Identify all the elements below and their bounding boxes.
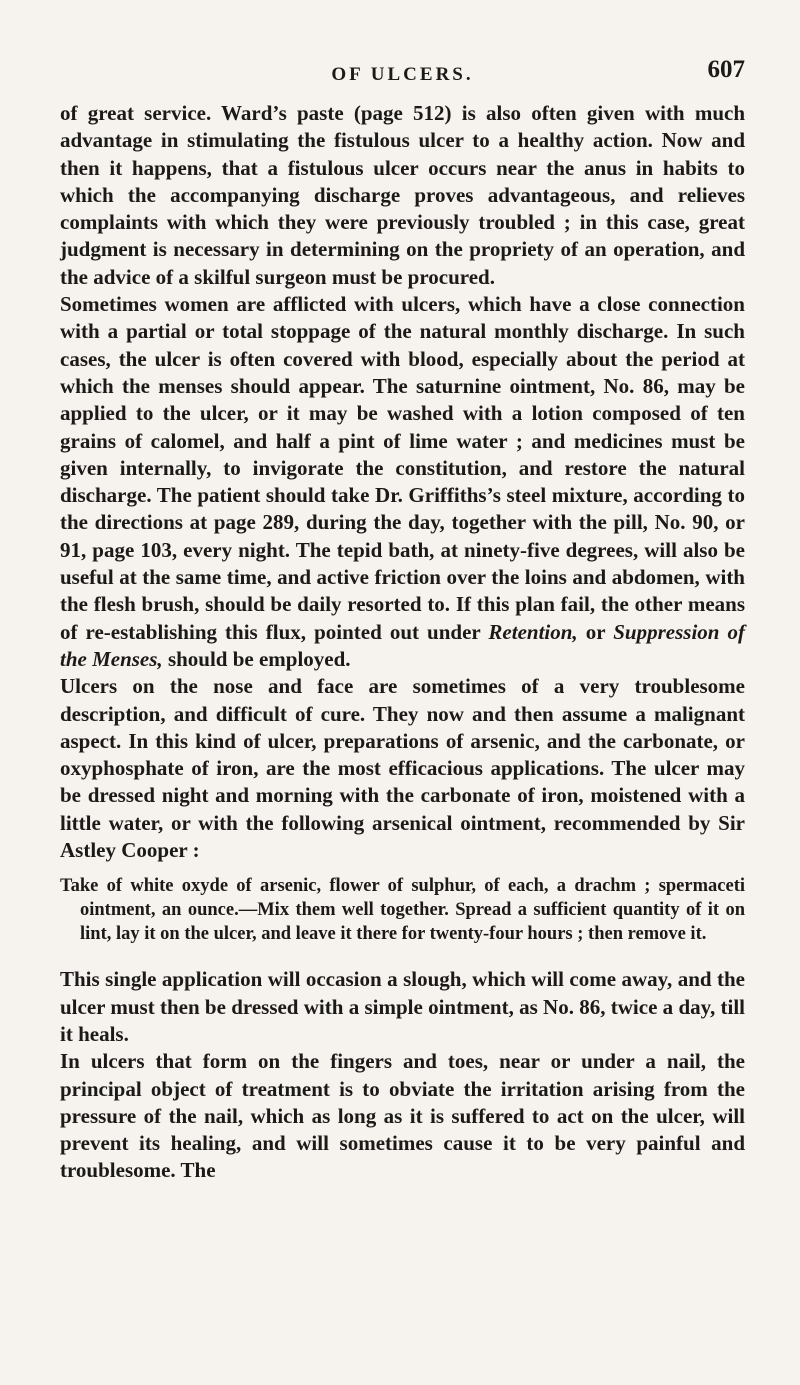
paragraph-face-ulcers: Ulcers on the nose and face are sometimes of a very troublesome description, and difficult of cure. They now and then assume a malignant aspect. In this kind of ulcer, preparations of arsenic, and the carbonate, or oxyphosphate of iron, are the most efficacious applications. The ulcer may be dressed night and morning with the carbonate of iron, moistened with a little water, or with the following arsenical ointment, recommended by Sir Astley Cooper : — [60, 674, 745, 863]
paragraph-text: or — [577, 619, 614, 644]
page-number: 607 — [707, 56, 745, 83]
paragraph-text: should be employed. — [162, 646, 351, 671]
recipe-text: Take of white oxyde of arsenic, flower of sulphur, of each, a drachm ; spermaceti ointment, an ounce.—Mix them well together. Spread a sufficient quantity of it on lint, lay it on the ulcer, and leave it there for twenty-four hours ; then remove it. — [60, 876, 745, 945]
page-body — [60, 100, 745, 1185]
recipe-block — [60, 874, 745, 946]
page-header — [60, 56, 745, 90]
paragraph-nail-ulcers: In ulcers that form on the fingers and toes, near or under a nail, the principal object of treatment is to obviate the irritation arising from the pressure of the nail, which as long as it is suffered to act on the ulcer, will prevent its healing, and will sometimes cause it to be very painful and troublesome. The — [60, 1049, 745, 1183]
paragraph-menses-ulcers — [60, 291, 745, 673]
running-title: OF ULCERS. — [331, 64, 474, 85]
paragraph-text: Sometimes women are afflicted with ulcers, which have a close connection with a partial or total stoppage of the natural monthly discharge. In such cases, the ulcer is often covered with blood, especially about the period at which the menses should appear. The saturnine ointment, No. 86, may be applied to the ulcer, or it may be washed with a lotion composed of ten grains of calomel, and half a pint of lime water ; and medicines must be given internally, to invigorate the constitution, and restore the natural discharge. The patient should take Dr. Griffiths’s steel mixture, according to the directions at page 289, during the day, together with the pill, No. 90, or 91, page 103, every night. The tepid bath, at ninety-five degrees, will also be useful at the same time, and active friction over the loins and abdomen, with the flesh brush, should be daily resorted to. If this plan fail, the other means of re-establishing this flux, pointed out under — [60, 292, 745, 644]
paragraph-fistulous-ulcer: of great service. Ward’s paste (page 512) is also often given with much advantage in stimulating the fistulous ulcer to a healthy action. Now and then it happens, that a fistulous ulcer occurs near the anus in habits to which the accompanying discharge proves advantageous, and relieves complaints with which they were previously troubled ; in this case, great judgment is necessary in determining on the propriety of an operation, and the advice of a skilful surgeon must be procured. — [60, 101, 745, 289]
cross-reference-retention: Retention, — [488, 619, 578, 644]
cross-reference-suppression: Suppression of the Menses, — [60, 619, 746, 671]
paragraph-slough: This single application will occasion a slough, which will come away, and the ulcer must then be dressed with a simple ointment, as No. 86, twice a day, till it heals. — [60, 967, 745, 1046]
